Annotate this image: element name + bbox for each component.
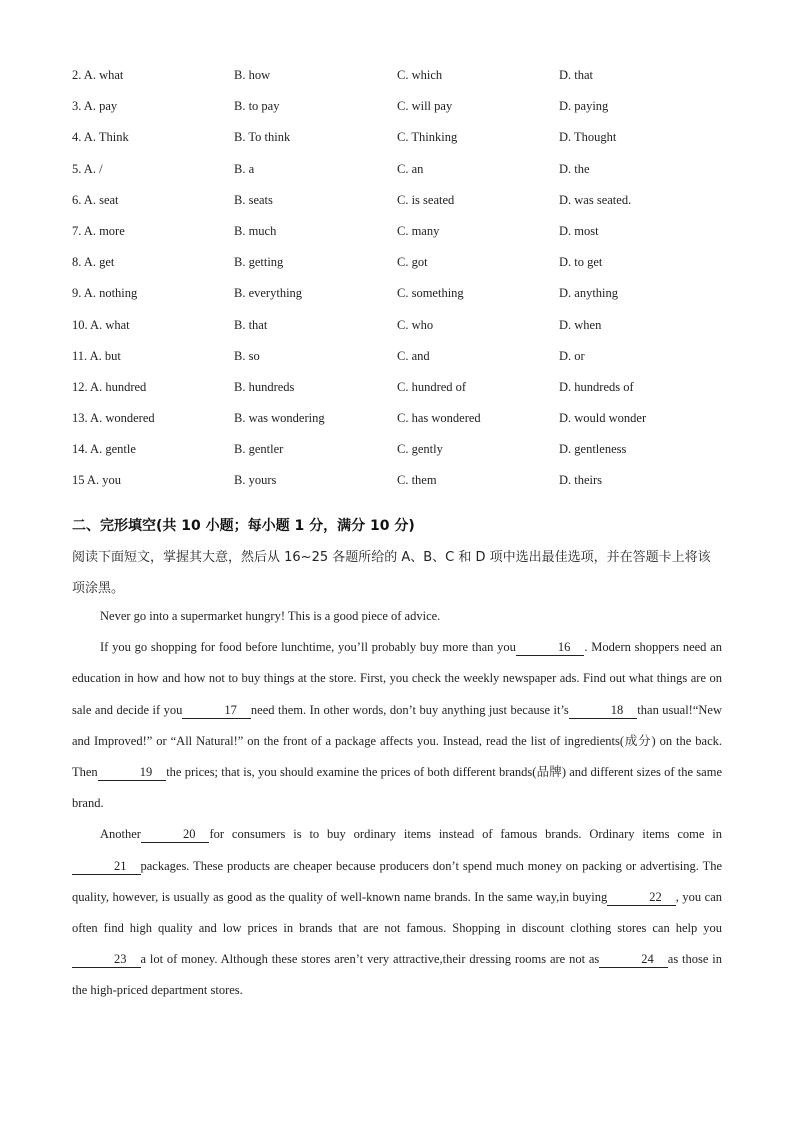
answer-blank: 23 <box>72 951 141 968</box>
option-a: 6. A. seat <box>72 192 119 207</box>
option-d: D. theirs <box>559 473 603 488</box>
question-row <box>72 128 722 159</box>
passage-text: for consumers is to buy ordinary items instead of famous brands. Ordinary items come in <box>209 827 722 842</box>
question-row <box>72 191 722 222</box>
option-a: 8. A. get <box>72 255 115 270</box>
option-c: C. an <box>397 161 424 176</box>
option-c: C. which <box>397 68 443 82</box>
option-a: 9. A. nothing <box>72 286 138 301</box>
option-a: 14. A. gentle <box>72 442 136 457</box>
option-c: C. got <box>397 255 428 270</box>
option-d: D. that <box>559 68 594 82</box>
question-row <box>72 471 722 502</box>
option-d: D. hundreds of <box>559 379 634 394</box>
passage-paragraph-2 <box>72 632 722 819</box>
option-d: D. or <box>559 348 585 363</box>
option-c: C. many <box>397 223 440 238</box>
passage-text: a lot of money. Although these stores aren’t very attractive,their dressing rooms are not as <box>140 952 600 967</box>
option-b: B. gentler <box>234 442 284 457</box>
answer-blank: 24 <box>599 951 668 968</box>
option-b: B. yours <box>234 473 277 488</box>
question-row <box>72 409 722 440</box>
answer-blank: 20 <box>141 826 210 843</box>
option-c: C. something <box>397 286 464 301</box>
answer-options <box>72 66 722 503</box>
option-c: C. gently <box>397 442 443 457</box>
option-b: B. that <box>234 317 268 332</box>
option-b: B. so <box>234 348 260 363</box>
option-c: C. will pay <box>397 99 453 114</box>
option-a: 10. A. what <box>72 317 130 332</box>
option-d: D. Thought <box>559 130 617 145</box>
answer-blank: 21 <box>72 858 141 875</box>
option-b: B. was wondering <box>234 411 325 426</box>
question-row <box>72 253 722 284</box>
passage-text: Another <box>100 827 141 842</box>
cloze-passage <box>72 601 722 1007</box>
answer-blank: 18 <box>569 702 638 719</box>
section-title: 二、完形填空(共 10 小题；每小题 1 分，满分 10 分) <box>72 518 415 534</box>
option-d: D. paying <box>559 99 609 114</box>
option-a: 15 A. you <box>72 473 121 488</box>
option-d: D. was seated. <box>559 192 632 207</box>
answer-blank: 19 <box>98 764 167 781</box>
option-b: B. a <box>234 161 255 176</box>
passage-text: need them. In other words, don’t buy anything just because it’s <box>250 702 569 717</box>
question-row <box>72 66 722 97</box>
option-d: D. gentleness <box>559 442 627 457</box>
passage-text: . Modern shoppers need an education in how and how not to buy things at the store. First, you check the weekly newspaper ads. Find out what things are on sale and decide if you <box>72 640 722 717</box>
option-c: C. and <box>397 348 430 363</box>
passage-paragraph-3 <box>72 819 722 1006</box>
option-c: C. who <box>397 317 434 332</box>
option-d: D. the <box>559 161 590 176</box>
option-a: 11. A. but <box>72 348 121 363</box>
question-row <box>72 316 722 347</box>
passage-text: as those in the high-priced department stores. <box>72 952 722 998</box>
option-b: B. to pay <box>234 99 280 114</box>
passage-text: , you can often find high quality and low prices in brands that are not famous. Shopping in discount clothing stores can help you <box>72 889 722 936</box>
passage-paragraph-1: Never go into a supermarket hungry! This is a good piece of advice. <box>100 609 441 623</box>
answer-blank: 22 <box>607 889 676 906</box>
passage-text: packages. These products are cheaper because producers don’t spend much money on packing or advertising. The quality, however, is usually as good as the quality of well-known name brands. In the same way,in buying <box>72 858 722 904</box>
option-a: 4. A. Think <box>72 130 129 145</box>
section-instructions: 阅读下面短文，掌握其大意，然后从 16~25 各题所给的 A、B、C 和 D 项中选出最佳选项，并在答题卡上将该项涂黑。 <box>72 550 711 596</box>
option-b: B. how <box>234 68 271 82</box>
option-b: B. everything <box>234 286 303 301</box>
option-c: C. Thinking <box>397 130 458 145</box>
option-c: C. has wondered <box>397 411 481 426</box>
question-row <box>72 378 722 409</box>
question-row <box>72 284 722 315</box>
option-a: 5. A. / <box>72 161 103 176</box>
option-c: C. is seated <box>397 192 455 207</box>
option-a: 13. A. wondered <box>72 411 155 426</box>
option-a: 3. A. pay <box>72 99 118 114</box>
option-d: D. most <box>559 223 599 238</box>
answer-blank: 17 <box>182 702 251 719</box>
option-a: 7. A. more <box>72 223 125 238</box>
answer-blank: 16 <box>516 639 585 656</box>
option-b: B. hundreds <box>234 379 295 394</box>
passage-text: If you go shopping for food before lunchtime, you’ll probably buy more than you <box>100 640 516 655</box>
option-b: B. seats <box>234 192 273 207</box>
question-row <box>72 160 722 191</box>
option-d: D. would wonder <box>559 411 647 426</box>
passage-text: than usual!“New and Improved!” or “All Natural!” on the front of a package affects you. Instead, read the list of ingredients(成分) on the back. Then <box>72 702 722 780</box>
option-b: B. getting <box>234 255 284 270</box>
option-d: D. anything <box>559 286 619 301</box>
option-d: D. to get <box>559 255 603 270</box>
option-b: B. To think <box>234 130 291 145</box>
option-d: D. when <box>559 317 602 332</box>
option-c: C. them <box>397 473 437 488</box>
question-row <box>72 347 722 378</box>
question-row <box>72 440 722 471</box>
option-c: C. hundred of <box>397 379 467 394</box>
option-a: 2. A. what <box>72 68 124 82</box>
question-row <box>72 222 722 253</box>
option-b: B. much <box>234 223 277 238</box>
question-row <box>72 97 722 128</box>
passage-text: the prices; that is, you should examine the prices of both different brands(品牌) and different sizes of the same brand. <box>72 765 722 811</box>
option-a: 12. A. hundred <box>72 379 147 394</box>
